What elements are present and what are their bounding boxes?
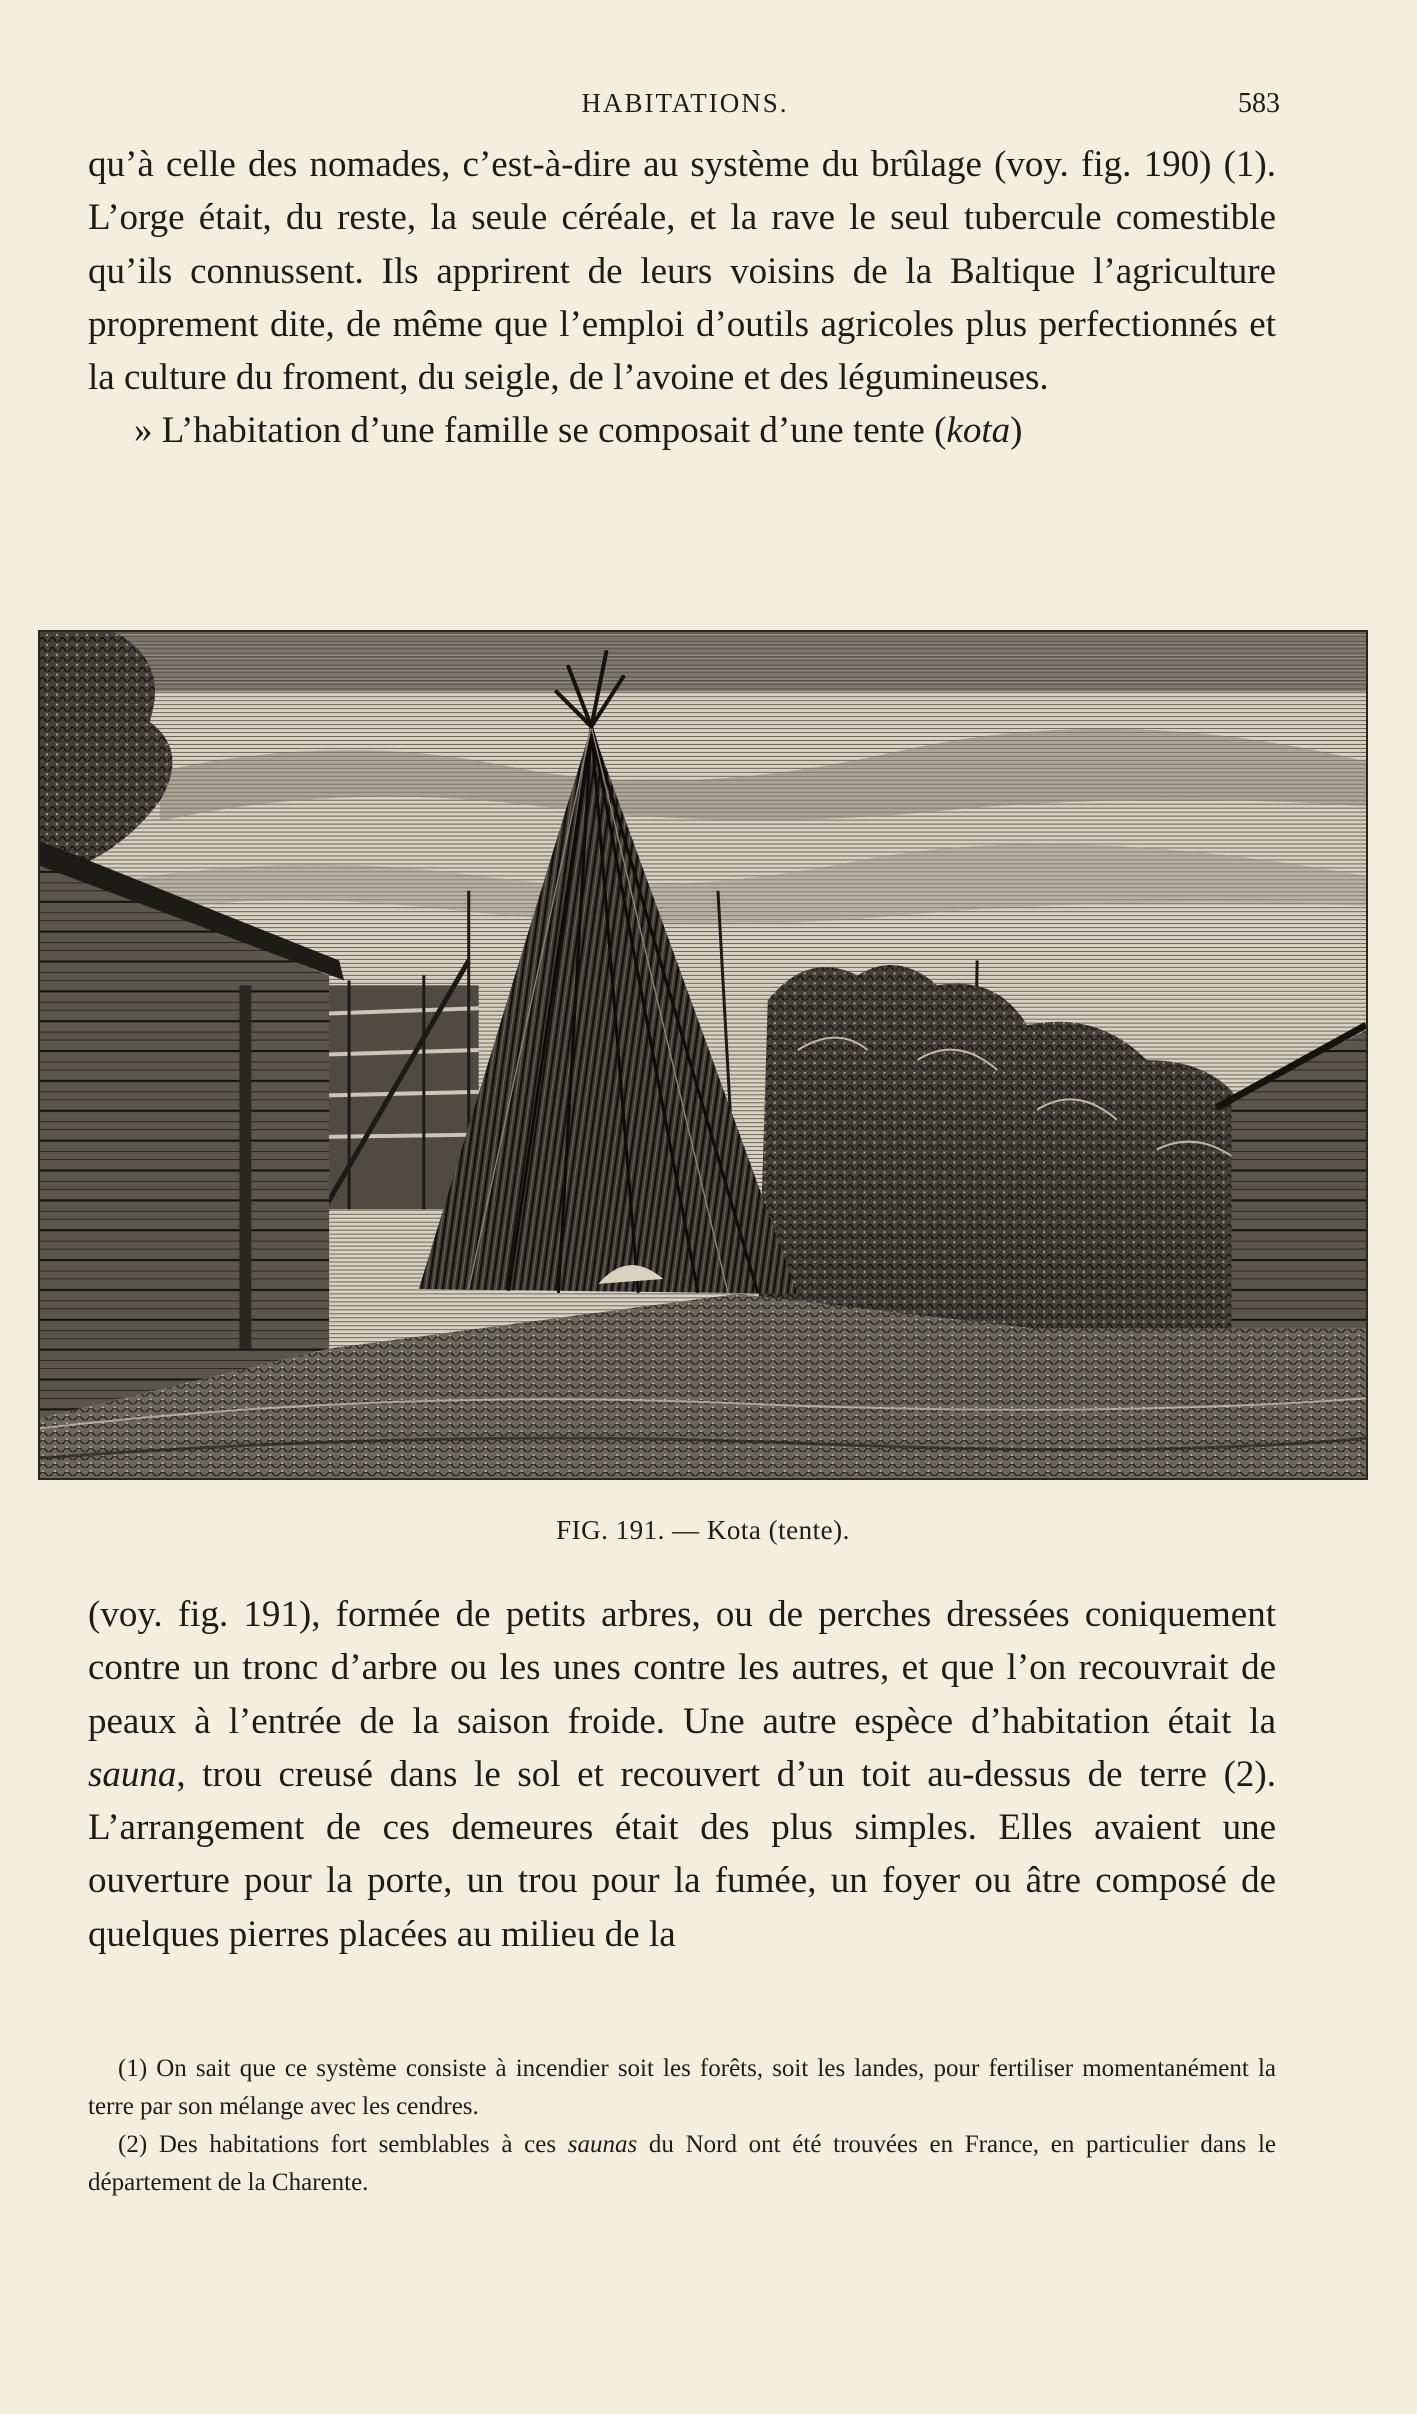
paragraph-habitation: [88, 404, 1276, 457]
paragraph-text: » L’habitation d’une famille se composait d’une tente (: [134, 410, 947, 452]
paragraph-description: [88, 1588, 1276, 1961]
body-text-top: [88, 138, 1276, 458]
running-head: [90, 88, 1280, 128]
engraving-illustration: [40, 632, 1366, 1478]
italic-term-sauna: sauna: [88, 1753, 177, 1795]
page-number: 583: [1238, 88, 1280, 119]
italic-term-kota: kota: [946, 410, 1011, 452]
paragraph-text: ): [1010, 410, 1023, 452]
footnote-2: [88, 2126, 1276, 2202]
footnote-text: (2) Des habitations fort semblables à ces: [118, 2131, 568, 2158]
italic-term-saunas: saunas: [567, 2131, 638, 2158]
footnote-1: (1) On sait que ce système consiste à incendier soit les forêts, soit les landes, pour fertiliser momentanément la terre par son mélange avec les cendres.: [88, 2055, 1276, 2120]
footnotes: [88, 2050, 1276, 2202]
footnote-text: du Nord ont été trouvées en France, en particulier dans le département de la Charente.: [88, 2131, 1276, 2196]
paragraph-continuation: qu’à celle des nomades, c’est-à-dire au système du brûlage (voy. fig. 190) (1). L’orge était, du reste, la seule céréale, et la rave le seul tubercule comestible qu’ils connussent. Ils apprirent de leurs voisins de la Baltique l’agriculture proprement dite, de même que l’emploi d’outils agricoles plus perfectionnés et la culture du froment, du seigle, de l’avoine et des légumineuses.: [88, 144, 1276, 399]
figure-caption: FIG. 191. — Kota (tente).: [556, 1515, 850, 1545]
figure-kota-engraving: [38, 630, 1368, 1480]
paragraph-text: , trou creusé dans le sol et recouvert d’un toit au-dessus de terre (2). L’arrangement de ces demeures était des plus simples. Elles avaient une ouverture pour la porte, un trou pour la fumée, un foyer ou âtre composé de quelques pierres placées au milieu de la: [88, 1753, 1276, 1955]
paragraph-text: (voy. fig. 191), formée de petits arbres, ou de perches dressées coniquement contre un tronc d’arbre ou les unes contre les autres, et que l’on recouvrait de peaux à l’entrée de la saison froide. Une autre espèce d’habitation était la: [88, 1594, 1276, 1742]
running-title: HABITATIONS.: [581, 88, 789, 118]
body-text-bottom: [88, 1588, 1276, 1961]
